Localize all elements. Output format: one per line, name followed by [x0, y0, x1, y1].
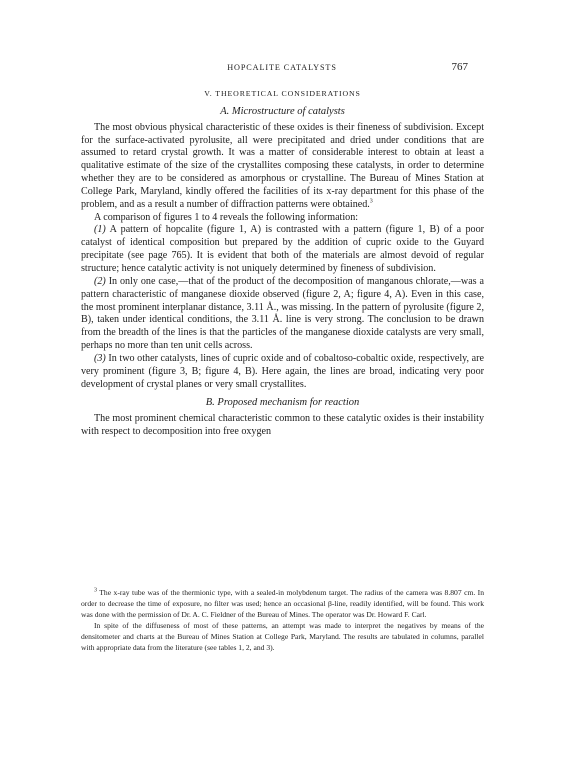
- body-text: [81, 88, 484, 439]
- paragraph-text: A comparison of figures 1 to 4 reveals the following information:: [94, 211, 359, 223]
- running-title: HOPCALITE CATALYSTS: [227, 63, 337, 72]
- paragraph: [81, 353, 484, 392]
- footnote-ref: 3: [369, 198, 373, 205]
- paragraph: [81, 212, 484, 225]
- paragraph-text: In two other catalysts, lines of cupric oxide and of cobaltoso-cobaltic oxide, respectively, are very prominent (figure 3, B; figure 4, B). Here again, the lines are broad, indicating very poor development of crystal planes or very small crystallites.: [81, 352, 484, 390]
- paragraph: [81, 276, 484, 353]
- paragraph-text: A pattern of hopcalite (figure 1, A) is contrasted with a pattern (figure 1, B) of a poor catalyst of identical composition but prepared by the addition of cupric oxide to the Guyard precipitate (see page 765). It is evident that both of the materials are almost devoid of regular structure; hence catalytic activity is not uniquely determined by fineness of subdivision.: [81, 224, 484, 274]
- paragraph-text: The most obvious physical characteristic of these oxides is their fineness of subdivision. Except for the surface-activated pyrolusite, all were precipitated and dried under conditions that are assumed to retard crystal growth. It was a matter of considerable interest to obtain at least a qualitative estimate of the size of the crystallites composing these catalysts, in order to determine whether they are to be considered as amorphous or crystalline. The Bureau of Mines Station at College Park, Maryland, kindly offered the facilities of its x-ray department for this phase of the problem, and as a result a number of diffraction patterns were obtained.: [81, 121, 484, 210]
- paragraph-text: The most prominent chemical characteristic common to these catalytic oxides is their instability with respect to decomposition into free oxygen: [81, 413, 484, 438]
- item-number: (1): [94, 224, 106, 236]
- page-number: 767: [451, 61, 468, 73]
- paragraph: [81, 413, 484, 439]
- item-number: (2): [94, 275, 106, 287]
- item-number: (3): [94, 352, 106, 364]
- footnote-mark: 3: [94, 587, 97, 594]
- section-title: V. THEORETICAL CONSIDERATIONS: [204, 89, 361, 98]
- subsection-title-a: A. Microstructure of catalysts: [220, 105, 345, 117]
- running-head: [0, 63, 564, 77]
- footnote: [81, 588, 484, 621]
- footnote: [81, 621, 484, 654]
- paragraph: [81, 224, 484, 275]
- footnote-text: In spite of the diffuseness of most of these patterns, an attempt was made to interpret the negatives by means of the densitometer and charts at the Bureau of Mines Station at College Park, Maryland. The results are tabulated in columns, parallel with appropriate data from the literature (see tables 1, 2, and 3).: [81, 620, 484, 652]
- footnotes: [81, 588, 484, 653]
- paragraph: [81, 122, 484, 212]
- paragraph-text: In only one case,—that of the product of the decomposition of manganous chlorate,—was a pattern characteristic of manganese dioxide observed (figure 2, A; figure 4, A). Even in this case, the most prominent interplanar distance, 3.11 Å., was missing. In the pattern of pyrolusite (figure 2, B), taken under identical conditions, the 3.11 Å. line is very strong. The conclusion to be drawn from the breadth of the lines is that the particles of the manganese dioxide catalysts are very small, perhaps no more than ten unit cells across.: [81, 275, 484, 352]
- footnote-text: The x-ray tube was of the thermionic type, with a sealed-in molybdenum target. The radius of the camera was 8.807 cm. In order to decrease the time of exposure, no filter was used; hence an occasional β-line, readily identified, will be found. This work was done with the permission of Dr. A. C. Fieldner of the Bureau of Mines. The operator was Dr. Howard F. Carl.: [81, 588, 484, 619]
- subsection-title-b: B. Proposed mechanism for reaction: [205, 397, 360, 409]
